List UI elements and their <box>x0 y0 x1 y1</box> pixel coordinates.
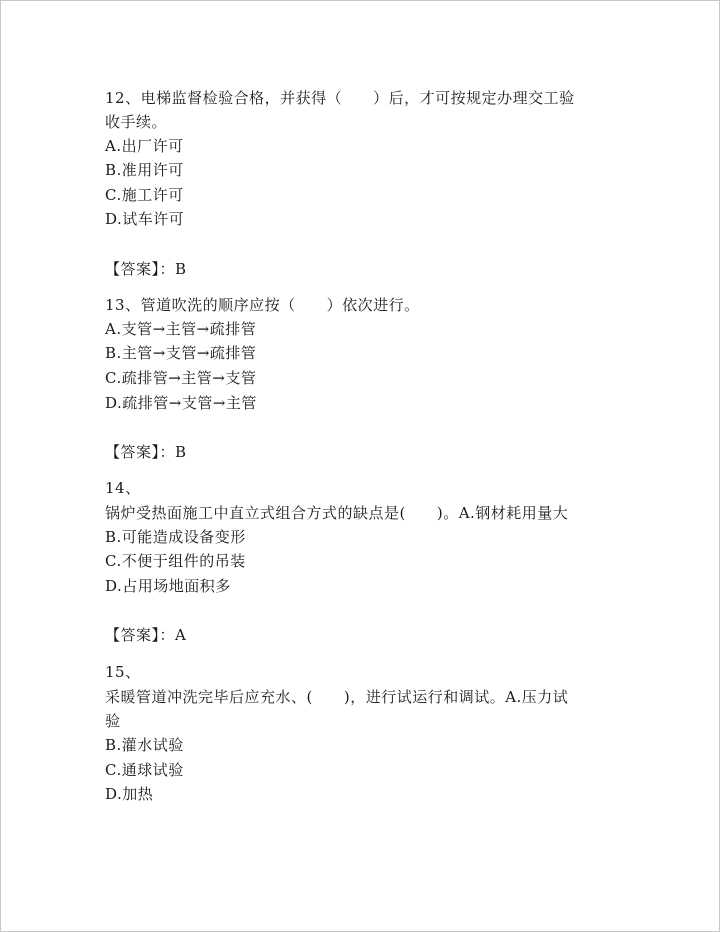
question-12-option-b: B.准用许可 <box>105 161 184 179</box>
question-14-number: 14、 <box>105 479 141 497</box>
question-15-option-c: C.通球试验 <box>105 761 184 779</box>
question-15-number: 15、 <box>105 663 141 681</box>
question-12-option-c: C.施工许可 <box>105 186 184 204</box>
question-12-option-d: D.试车许可 <box>105 210 185 228</box>
question-14-option-d: D.占用场地面积多 <box>105 577 231 595</box>
question-13-option-d: D.疏排管→支管→主管 <box>105 394 257 412</box>
question-15-option-d: D.加热 <box>105 785 154 803</box>
question-13-option-b: B.主管→支管→疏排管 <box>105 344 257 362</box>
question-14-answer: 【答案】：A <box>105 626 187 644</box>
question-14-option-c: C.不便于组件的吊装 <box>105 552 246 570</box>
question-13-option-a: A.支管→主管→疏排管 <box>105 320 257 338</box>
question-12-option-a: A.出厂许可 <box>105 137 184 155</box>
question-14-option-b: B.可能造成设备变形 <box>105 528 246 546</box>
question-15-stem-line-2: 验 <box>105 712 121 730</box>
question-15-stem-line-1: 采暖管道冲洗完毕后应充水、( )，进行试运行和调试。A.压力试 <box>105 688 569 706</box>
question-12-stem-line-2: 收手续。 <box>105 113 168 131</box>
question-13-answer: 【答案】：B <box>105 443 187 461</box>
question-14-stem-line-1: 锅炉受热面施工中直立式组合方式的缺点是( )。A.钢材耗用量大 <box>105 504 569 522</box>
question-13-stem-line-1: 13、管道吹洗的顺序应按（ ）依次进行。 <box>105 296 420 314</box>
question-12-stem-line-1: 12、电梯监督检验合格，并获得（ ）后，才可按规定办理交工验 <box>105 89 575 107</box>
question-13-option-c: C.疏排管→主管→支管 <box>105 369 257 387</box>
question-12-answer: 【答案】：B <box>105 260 187 278</box>
question-15-option-b: B.灌水试验 <box>105 736 184 754</box>
